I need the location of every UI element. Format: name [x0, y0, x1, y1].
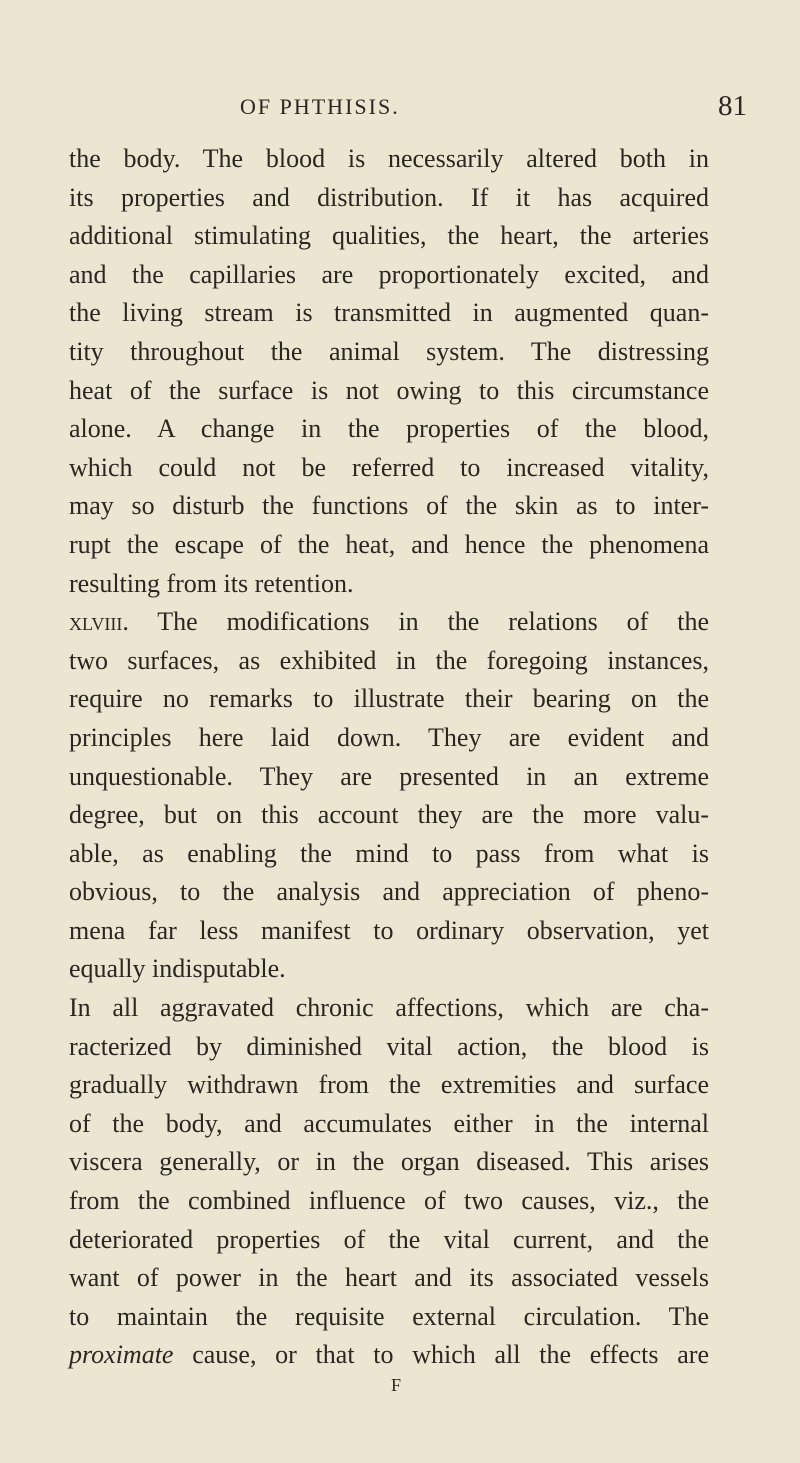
text-line — [69, 873, 709, 912]
line-text: alone. A change in the properties of the blood, — [69, 414, 709, 444]
line-text: additional stimulating qualities, the heart, the arteries — [69, 221, 709, 251]
text-line — [69, 526, 709, 565]
line-text: from the combined influence of two causes, viz., the — [69, 1186, 709, 1216]
text-line — [69, 487, 709, 526]
text-line — [69, 565, 709, 604]
line-text: principles here laid down. They are evident and — [69, 722, 709, 752]
line-text: The modifications in the relations of the — [128, 607, 709, 637]
line-text: to maintain the requisite external circulation. The — [69, 1301, 709, 1331]
text-line — [69, 758, 709, 797]
line-text: of the body, and accumulates either in the internal — [69, 1108, 709, 1138]
line-text: which could not be referred to increased vitality, — [69, 452, 709, 482]
text-line — [69, 1028, 709, 1067]
text-line — [69, 410, 709, 449]
text-line — [69, 1066, 709, 1105]
text-line — [69, 217, 709, 256]
line-text: heat of the surface is not owing to this circumstance — [69, 375, 709, 405]
text-line — [69, 796, 709, 835]
line-text: mena far less manifest to ordinary observation, yet — [69, 915, 709, 945]
text-line — [69, 989, 709, 1028]
line-text: want of power in the heart and its associated vessels — [69, 1263, 709, 1293]
signature-mark: F — [391, 1375, 402, 1395]
line-text: equally indisputable. — [69, 954, 286, 984]
text-line — [69, 835, 709, 874]
text-line — [69, 603, 709, 642]
body-text — [69, 140, 709, 1375]
text-line — [69, 179, 709, 218]
text-line — [69, 449, 709, 488]
text-line — [69, 719, 709, 758]
line-text: racterized by diminished vital action, the blood is — [69, 1031, 709, 1061]
page-number: 81 — [718, 90, 747, 122]
line-text: gradually withdrawn from the extremities and surface — [69, 1070, 709, 1100]
line-text: obvious, to the analysis and appreciation of pheno- — [69, 877, 709, 907]
line-text: degree, but on this account they are the more valu- — [69, 800, 709, 830]
text-line — [69, 912, 709, 951]
text-line — [69, 294, 709, 333]
text-line — [69, 1298, 709, 1337]
line-text: the body. The blood is necessarily altered both in — [69, 144, 709, 173]
line-text: viscera generally, or in the organ diseased. This arises — [69, 1147, 709, 1177]
line-text: resulting from its retention. — [69, 568, 354, 598]
line-text: the living stream is transmitted in augmented quan- — [69, 298, 709, 328]
text-line — [69, 950, 709, 989]
text-line — [69, 140, 709, 179]
section-number: xlviii. — [69, 607, 129, 637]
text-line — [69, 642, 709, 681]
line-text: and the capillaries are proportionately excited, and — [69, 259, 709, 289]
text-line — [69, 333, 709, 372]
text-line — [69, 1105, 709, 1144]
line-text: deteriorated properties of the vital current, and the — [69, 1224, 709, 1254]
line-text: unquestionable. They are presented in an extreme — [69, 761, 709, 791]
running-head — [0, 90, 800, 130]
italic-term: proximate — [69, 1340, 174, 1370]
line-text: rupt the escape of the heat, and hence the phenomena — [69, 529, 709, 559]
text-line — [69, 256, 709, 295]
text-line — [69, 372, 709, 411]
line-text: its properties and distribution. If it has acquired — [69, 182, 709, 212]
line-text: two surfaces, as exhibited in the foregoing instances, — [69, 645, 709, 675]
line-text: In all aggravated chronic affections, which are cha- — [69, 993, 709, 1023]
text-line — [69, 1182, 709, 1221]
text-line — [69, 680, 709, 719]
line-text: require no remarks to illustrate their bearing on the — [69, 684, 709, 714]
text-line — [69, 1259, 709, 1298]
line-text: tity throughout the animal system. The distressing — [69, 336, 709, 366]
line-text: may so disturb the functions of the skin as to inter- — [69, 491, 709, 521]
text-line — [69, 1336, 709, 1375]
text-line — [69, 1143, 709, 1182]
text-line — [69, 1221, 709, 1260]
line-text: cause, or that to which all the effects are — [173, 1340, 709, 1370]
running-title: OF PHTHISIS. — [240, 94, 400, 119]
line-text: able, as enabling the mind to pass from what is — [69, 838, 709, 868]
